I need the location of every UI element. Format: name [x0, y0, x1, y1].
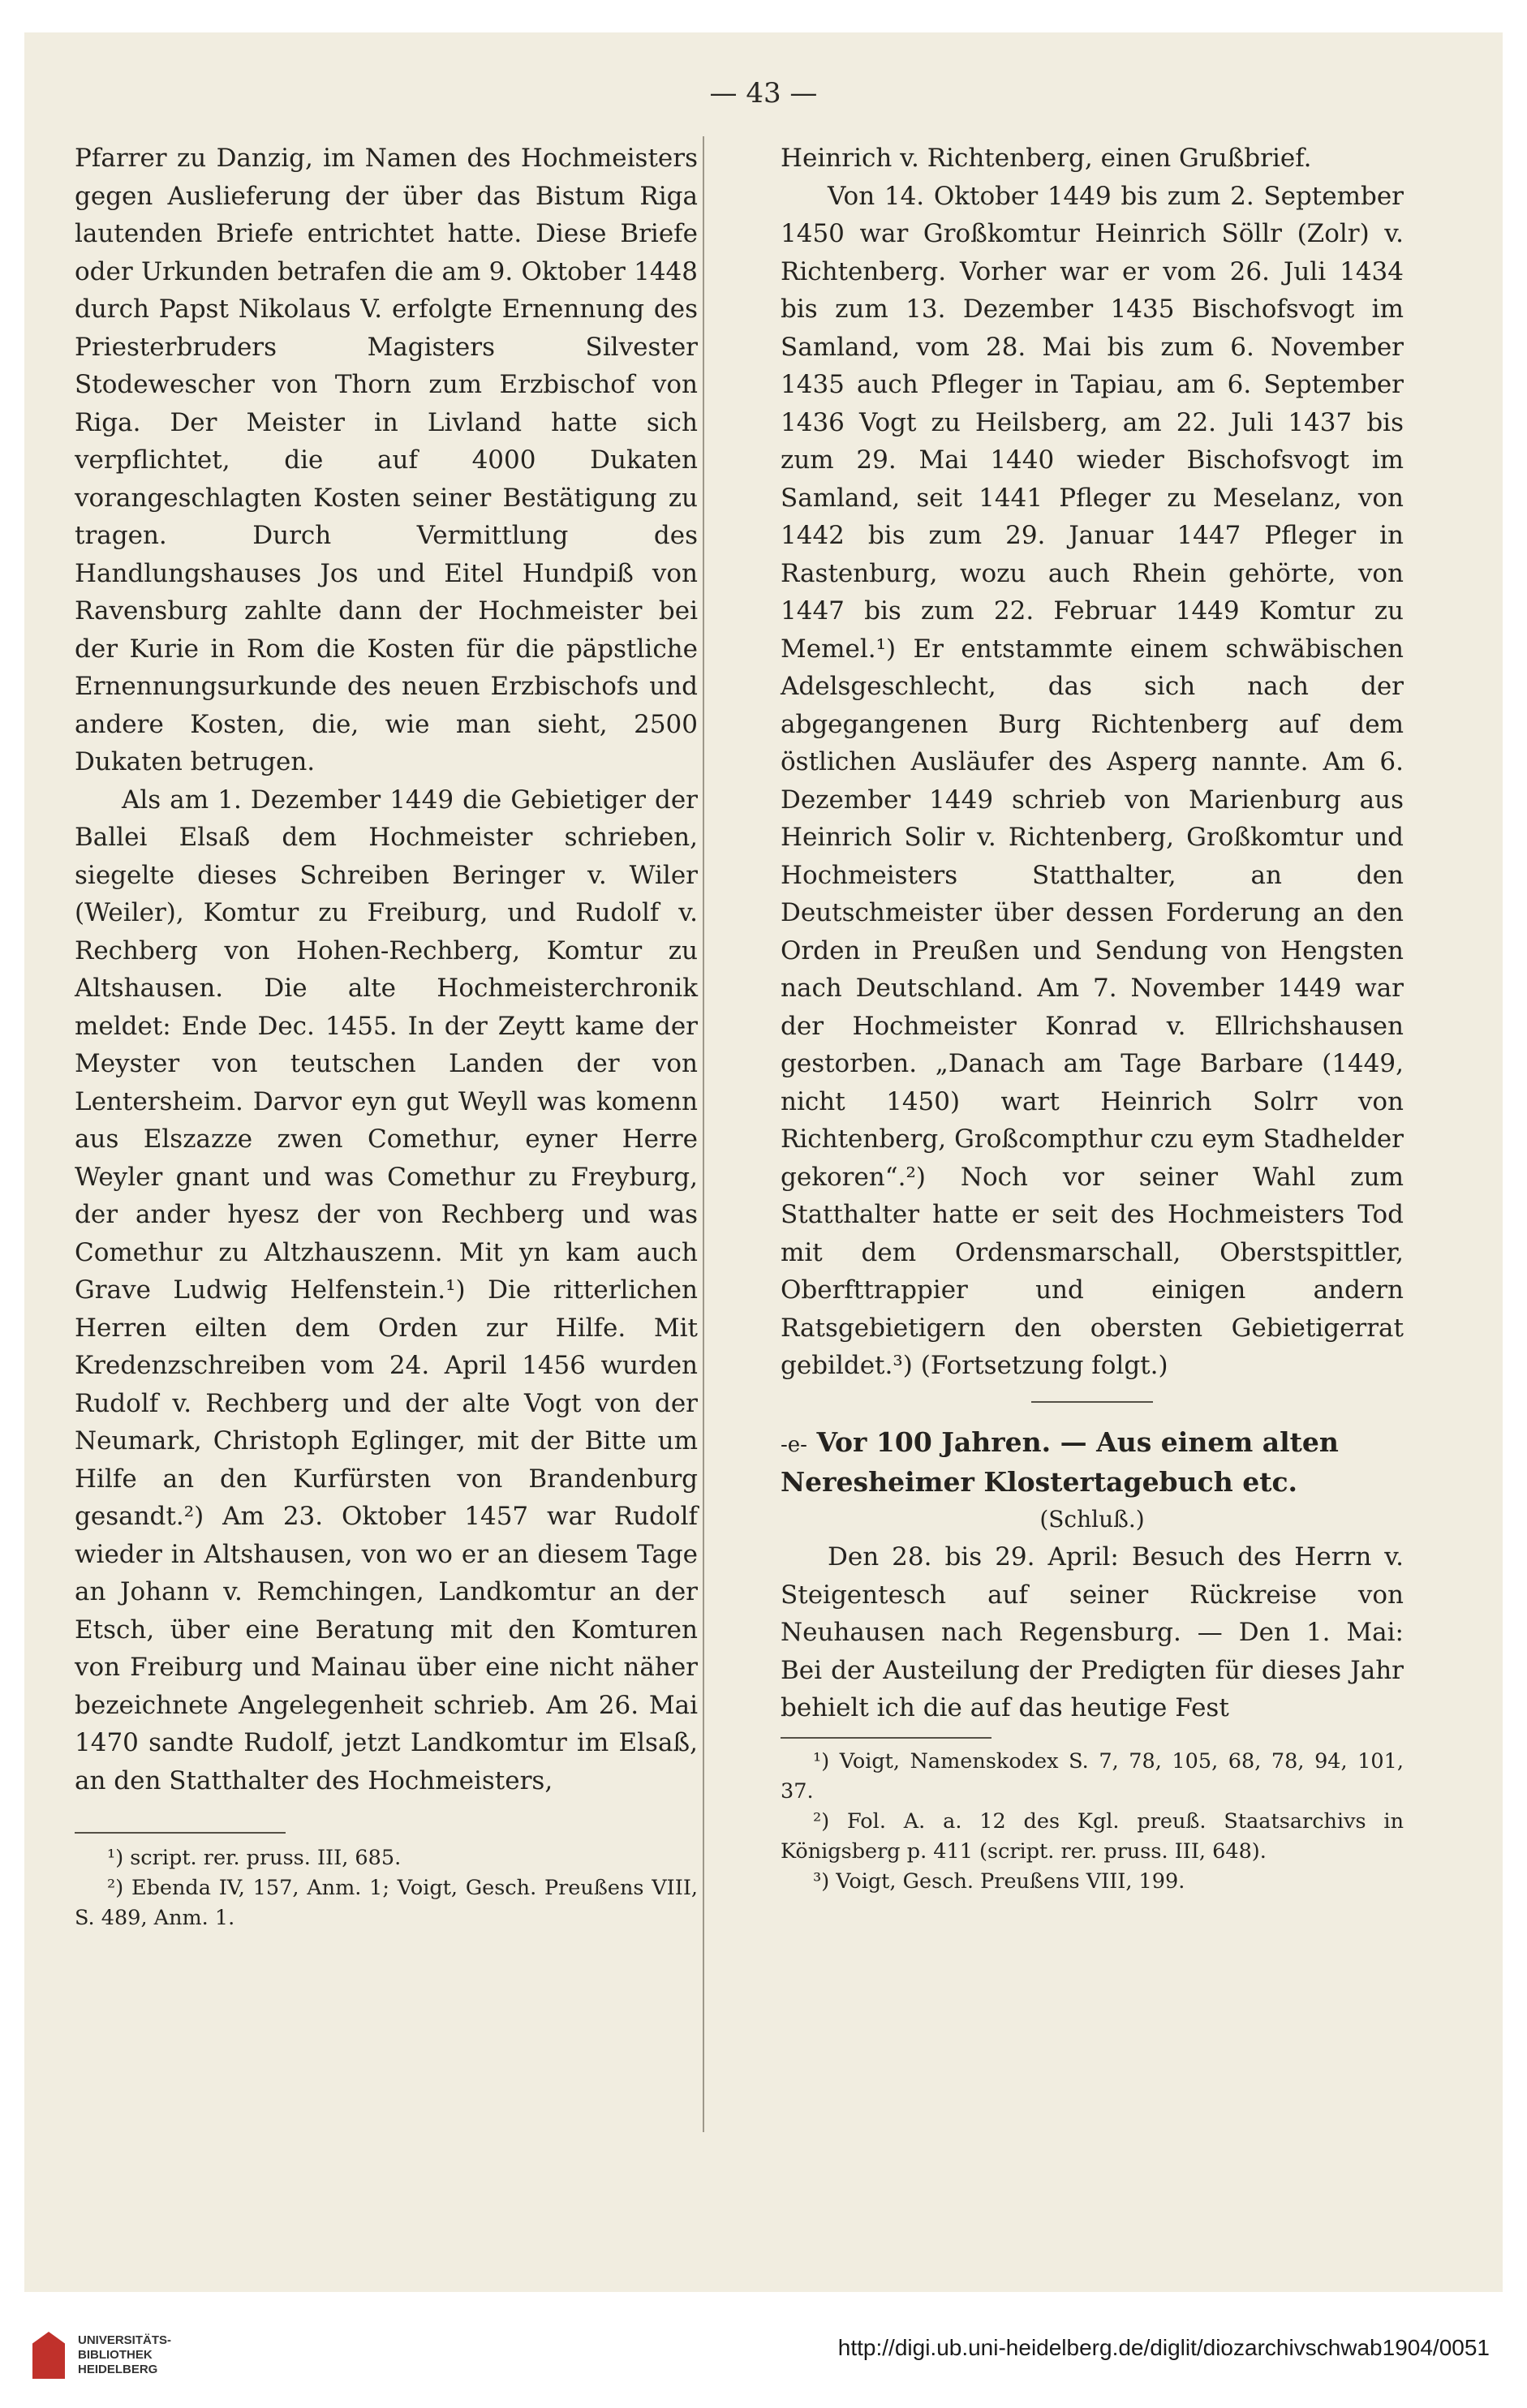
- footnote-3: ³) Voigt, Gesch. Preußens VIII, 199.: [813, 1868, 1185, 1894]
- left-paragraph-2: Als am 1. Dezember 1449 die Gebietiger der Ballei Elsaß dem Hochmeister schrieben, siegelte dieses Schreiben Beringer v. Wiler (Weiler), Komtur zu Freiburg, und Rudolf v. Rechberg von Hohen-Rechberg, Komtur zu Altshausen. Die alte Hochmeisterchronik meldet: Ende Dec. 1455. In der Zeytt kame der Meyster von teutschen Landen der von Lentersheim. Darvor eyn gut Weyll was komenn aus Elszazze zwen Comethur, eyner Herre Weyler gnant und was Comethur zu Freyburg, der ander hyesz der von Rechberg und was Comethur zu Altzhauszenn. Mit yn kam auch Grave Ludwig Helfenstein.¹) Die ritterlichen Herren eilten dem Orden zur Hilfe. Mit Kredenzschreiben vom 24. April 1456 wurden Rudolf v. Rechberg und der alte Vogt von der Neumark, Christoph Eglinger, mit der Bitte um Hilfe an den Kurfürsten von Brandenburg gesandt.²) Am 23. Oktober 1457 war Rudolf wieder in Altshausen, von wo er an diesem Tage an Johann v. Remchingen, Landkomtur an der Etsch, über eine Beratung mit den Komturen von Freiburg und Mainau über eine nicht näher bezeichnete Angelegenheit schrieb. Am 26. Mai 1470 sandte Rudolf, jetzt Landkomtur im Elsaß, an den Statthalter des Hochmeisters,: [75, 785, 698, 1795]
- left-paragraph-1: Pfarrer zu Danzig, im Namen des Hochmeisters gegen Auslieferung der über das Bistum Riga lautenden Briefe entrichtet hatte. Diese Briefe oder Urkunden betrafen die am 9. Oktober 1448 durch Papst Nikolaus V. erfolgte Ernennung des Priesterbruders Magisters Silvester Stodewescher von Thorn zum Erzbischof von Riga. Der Meister in Livland hatte sich verpflichtet, die auf 4000 Dukaten vorangeschlagten Kosten seiner Bestätigung zu tragen. Durch Vermittlung des Handlungshauses Jos und Eitel Hundpiß von Ravensburg zahlte dann der Hochmeister bei der Kurie in Rom die Kosten für die päpstliche Ernennungsurkunde des neuen Erzbischofs und andere Kosten, die, wie man sieht, 2500 Dukaten betrugen.: [75, 144, 698, 776]
- footnote-1: ¹) Voigt, Namenskodex S. 7, 78, 105, 68, 78, 94, 101, 37.: [781, 1748, 1404, 1804]
- logo-line-1: UNIVERSITÄTS-: [78, 2333, 172, 2347]
- footnote-2: ²) Fol. A. a. 12 des Kgl. preuß. Staatsarchivs in Königsberg p. 411 (script. rer. pruss. III, 648).: [781, 1808, 1404, 1864]
- footnote-rule: [781, 1737, 991, 1739]
- library-logo: [32, 2331, 171, 2380]
- section-prefix: -e-: [781, 1432, 807, 1457]
- right-column: [781, 140, 1404, 1897]
- right-paragraph-1: Heinrich v. Richtenberg, einen Grußbrief.: [781, 144, 1312, 173]
- logo-line-2: BIBLIOTHEK: [78, 2348, 153, 2362]
- footnote-1: ¹) script. rer. pruss. III, 685.: [107, 1846, 402, 1870]
- logo-line-3: HEIDELBERG: [78, 2363, 158, 2376]
- left-footnotes: [75, 1843, 698, 1933]
- section-subtitle: (Schluß.): [1039, 1505, 1145, 1533]
- source-url-link[interactable]: http://digi.ub.uni-heidelberg.de/diglit/diozarchivschwab1904/0051: [837, 2335, 1490, 2360]
- footnote-rule: [75, 1832, 286, 1834]
- column-divider: [703, 136, 704, 2132]
- left-column: [75, 140, 698, 1933]
- library-crest-icon: [32, 2332, 65, 2379]
- section-title: Vor 100 Jahren. — Aus einem alten Neresheimer Klostertagebuch etc.: [781, 1425, 1339, 1498]
- section-paragraph-1: Den 28. bis 29. April: Besuch des Herrn v. Steigentesch auf seiner Rückreise von Neuhausen nach Regensburg. — Den 1. Mai: Bei der Austeilung der Predigten für dieses Jahr behielt ich die auf das heutige Fest: [781, 1542, 1404, 1722]
- right-paragraph-2: Von 14. Oktober 1449 bis zum 2. September 1450 war Großkomtur Heinrich Söllr (Zolr) v. Richtenberg. Vorher war er vom 26. Juli 1434 bis zum 13. Dezember 1435 Bischofsvogt im Samland, vom 28. Mai bis zum 6. November 1435 auch Pfleger in Tapiau, am 6. September 1436 Vogt zu Heilsberg, am 22. Juli 1437 bis zum 29. Mai 1440 wieder Bischofsvogt im Samland, seit 1441 Pfleger zu Meselanz, von 1442 bis zum 29. Januar 1447 Pfleger in Rastenburg, wozu auch Rhein gehörte, von 1447 bis zum 22. Februar 1449 Komtur zu Memel.¹) Er entstammte einem schwäbischen Adelsgeschlecht, das sich nach der abgegangenen Burg Richtenberg auf dem östlichen Ausläufer des Asperg nannte. Am 6. Dezember 1449 schrieb von Marienburg aus Heinrich Solir v. Richtenberg, Großkomtur und Hochmeisters Statthalter, an den Deutschmeister über dessen Forderung an den Orden in Preußen und Sendung von Hengsten nach Deutschland. Am 7. November 1449 war der Hochmeister Konrad v. Ellrichshausen gestorben. „Danach am Tage Barbare (1449, nicht 1450) wart Heinrich Solrr von Richtenberg, Großcompthur czu eym Stadhelder gekoren“.²) Noch vor seiner Wahl zum Statthalter hatte er seit des Hochmeisters Tod mit dem Ordensmarschall, Oberstspittler, Oberfttrappier und einigen andern Ratsgebietigern den obersten Gebietigerrat gebildet.³) (Fortsetzung folgt.): [781, 181, 1404, 1380]
- section-heading: [781, 1424, 1404, 1501]
- library-name: [78, 2333, 171, 2377]
- right-footnotes: [781, 1747, 1404, 1897]
- page-number: — 43 —: [709, 77, 818, 110]
- section-rule: [1031, 1401, 1153, 1403]
- footnote-2: ²) Ebenda IV, 157, Anm. 1; Voigt, Gesch. Preußens VIII, S. 489, Anm. 1.: [75, 1876, 698, 1930]
